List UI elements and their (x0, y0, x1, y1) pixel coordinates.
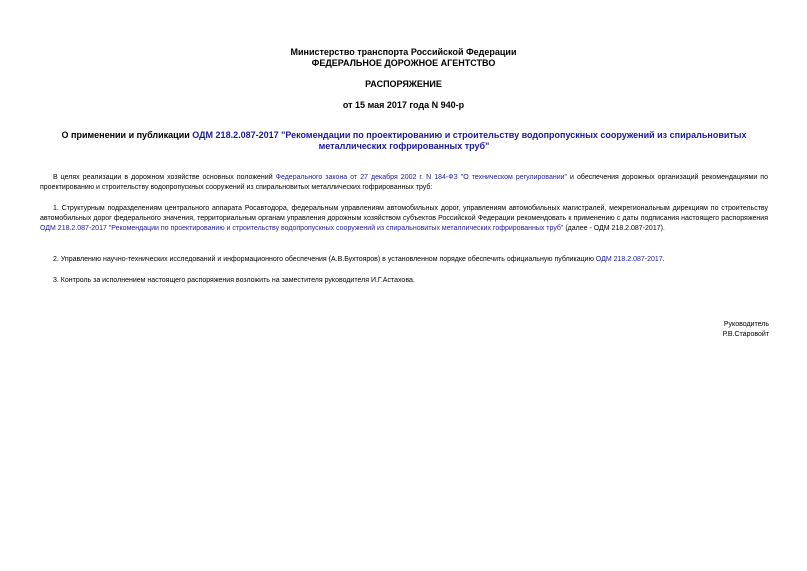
title-prefix: О применении и публикации (61, 130, 193, 140)
document-date: от 15 мая 2017 года N 940-р (342, 100, 465, 110)
item-2-odm-link[interactable]: ОДМ 218.2.087-2017 (595, 256, 663, 263)
federal-law-link[interactable]: Федерального закона от 27 декабря 2002 г. N 184-ФЗ "О техническом регулировании" (275, 174, 568, 181)
document-type: РАСПОРЯЖЕНИЕ (365, 79, 442, 89)
document-title (40, 130, 768, 152)
intro-text-1: В целях реализации в дорожном хозяйстве основных положений (53, 174, 276, 181)
item-2-text-2: . (662, 256, 665, 263)
item-2-text-1: 2. Управлению научно-технических исследований и информационного обеспечения (А.В.Бухтояров) в установленном порядке обеспечить официальную публикацию (53, 256, 596, 263)
agency-name: ФЕДЕРАЛЬНОЕ ДОРОЖНОЕ АГЕНТСТВО (311, 58, 496, 68)
item-1-text-2: (далее - ОДМ 218.2.087-2017). (563, 225, 665, 232)
ministry-name: Министерство транспорта Российской Федерации (290, 47, 517, 57)
signatory-name: Р.В.Старовойт (722, 331, 769, 338)
title-odm-link[interactable]: ОДМ 218.2.087-2017 "Рекомендации по проектированию и строительству водопропускных сооружений из спиральновитых металлических гофрированных труб" (192, 130, 747, 151)
signatory-role: Руководитель (723, 321, 769, 328)
item-1-paragraph (40, 204, 768, 234)
item-2-paragraph (40, 255, 768, 265)
intro-text-2: и обеспечения дорожных организаций рекомендациями по проектированию и строительству водопропускных сооружений из спиральновитых металлических гофрированных труб: (40, 174, 768, 191)
item-3-paragraph (40, 276, 768, 286)
item-1-text-1: 1. Структурным подразделениям центрального аппарата Росавтодора, федеральным управлениям автомобильных дорог, управлениям автомобильных магистралей, межрегиональным дирекциям по строительству автомобильных дорог федерального значения, территориальным органам управления дорожным хозяйством субъектов Российской Федерации рекомендовать к применению с даты подписания настоящего распоряжения (40, 205, 768, 222)
item-3-text-1: 3. Контроль за исполнением настоящего распоряжения возложить на заместителя руководителя И.Г.Астахова. (53, 277, 415, 284)
intro-paragraph (40, 173, 768, 193)
item-1-odm-link[interactable]: ОДМ 218.2.087-2017 "Рекомендации по проектированию и строительству водопропускных сооружений из спиральновитых металлических гофрированных труб" (40, 225, 564, 232)
